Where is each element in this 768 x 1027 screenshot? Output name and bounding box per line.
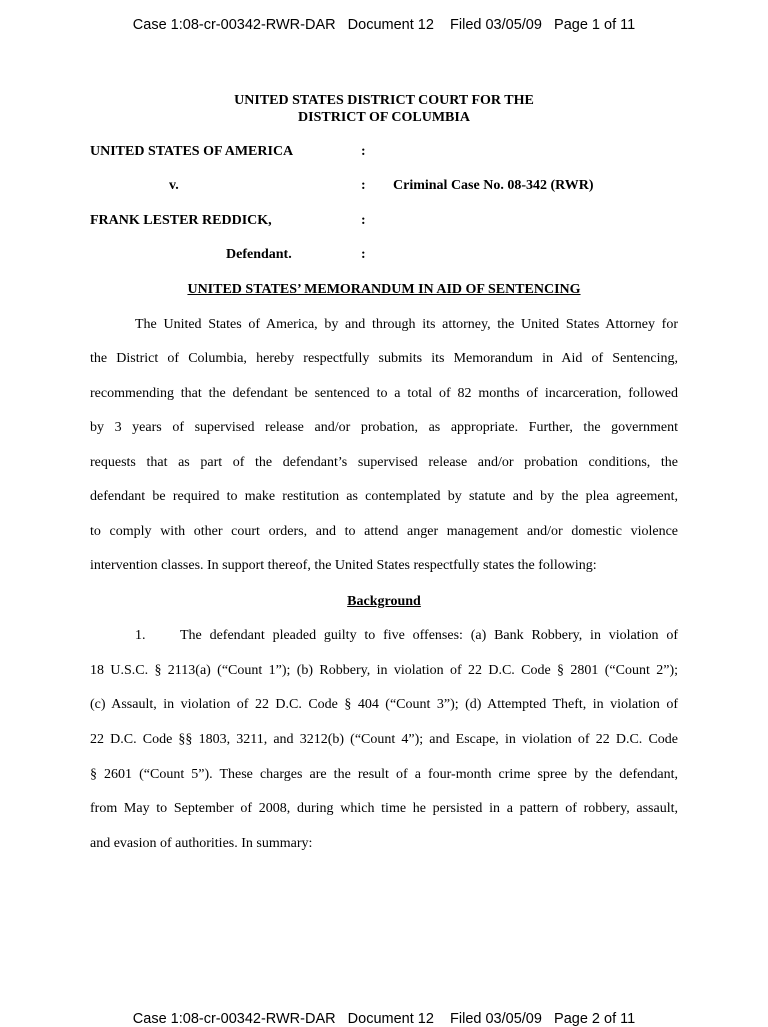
- caption-colon: :: [361, 178, 366, 193]
- paragraph-line: requests that as part of the defendant’s supervised release and/or probation conditions, the: [90, 455, 678, 470]
- caption-colon: :: [361, 144, 366, 159]
- paragraph-line: The defendant pleaded guilty to five offenses: (a) Bank Robbery, in violation of: [180, 628, 678, 643]
- paragraph-line: 18 U.S.C. § 2113(a) (“Count 1”); (b) Robbery, in violation of 22 D.C. Code § 2801 (“Count 2”);: [90, 663, 678, 678]
- caption-colon: :: [361, 247, 366, 262]
- paragraph-line: (c) Assault, in violation of 22 D.C. Code § 404 (“Count 3”); (d) Attempted Theft, in violation of: [90, 697, 678, 712]
- court-name-line-2: DISTRICT OF COLUMBIA: [298, 110, 470, 125]
- caption-defendant-label: Defendant.: [226, 247, 292, 262]
- caption-defendant-name: FRANK LESTER REDDICK,: [90, 213, 272, 228]
- memorandum-title: UNITED STATES’ MEMORANDUM IN AID OF SENTENCING: [187, 282, 581, 297]
- paragraph-line: recommending that the defendant be sentenced to a total of 82 months of incarceration, followed: [90, 386, 678, 401]
- caption-versus: v.: [169, 178, 179, 193]
- case-header-top: Case 1:08-cr-00342-RWR-DAR Document 12 Filed 03/05/09 Page 1 of 11: [132, 17, 636, 33]
- paragraph-line: to comply with other court orders, and to attend anger management and/or domestic violence: [90, 524, 678, 539]
- paragraph-line: 22 D.C. Code §§ 1803, 3211, and 3212(b) (“Count 4”); and Escape, in violation of 22 D.C. Code: [90, 732, 678, 747]
- caption-case-number: Criminal Case No. 08-342 (RWR): [393, 178, 594, 193]
- paragraph-line: and evasion of authorities. In summary:: [90, 836, 313, 851]
- case-header-next-page: Case 1:08-cr-00342-RWR-DAR Document 12 Filed 03/05/09 Page 2 of 11: [132, 1011, 636, 1027]
- paragraph-line: § 2601 (“Count 5”). These charges are the result of a four-month crime spree by the defendant,: [90, 767, 678, 782]
- paragraph-line: by 3 years of supervised release and/or probation, as appropriate. Further, the government: [90, 420, 678, 435]
- caption-colon: :: [361, 213, 366, 228]
- paragraph-number: 1.: [135, 628, 146, 643]
- court-name-line-1: UNITED STATES DISTRICT COURT FOR THE: [234, 93, 534, 108]
- paragraph-line: The United States of America, by and through its attorney, the United States Attorney for: [135, 317, 678, 332]
- section-heading-background: Background: [347, 594, 421, 609]
- paragraph-line: defendant be required to make restitution as contemplated by statute and by the plea agreement,: [90, 489, 678, 504]
- paragraph-line: intervention classes. In support thereof, the United States respectfully states the following:: [90, 558, 597, 573]
- caption-plaintiff: UNITED STATES OF AMERICA: [90, 144, 294, 159]
- paragraph-line: the District of Columbia, hereby respectfully submits its Memorandum in Aid of Sentencing,: [90, 351, 678, 366]
- paragraph-line: from May to September of 2008, during which time he persisted in a pattern of robbery, assault,: [90, 801, 678, 816]
